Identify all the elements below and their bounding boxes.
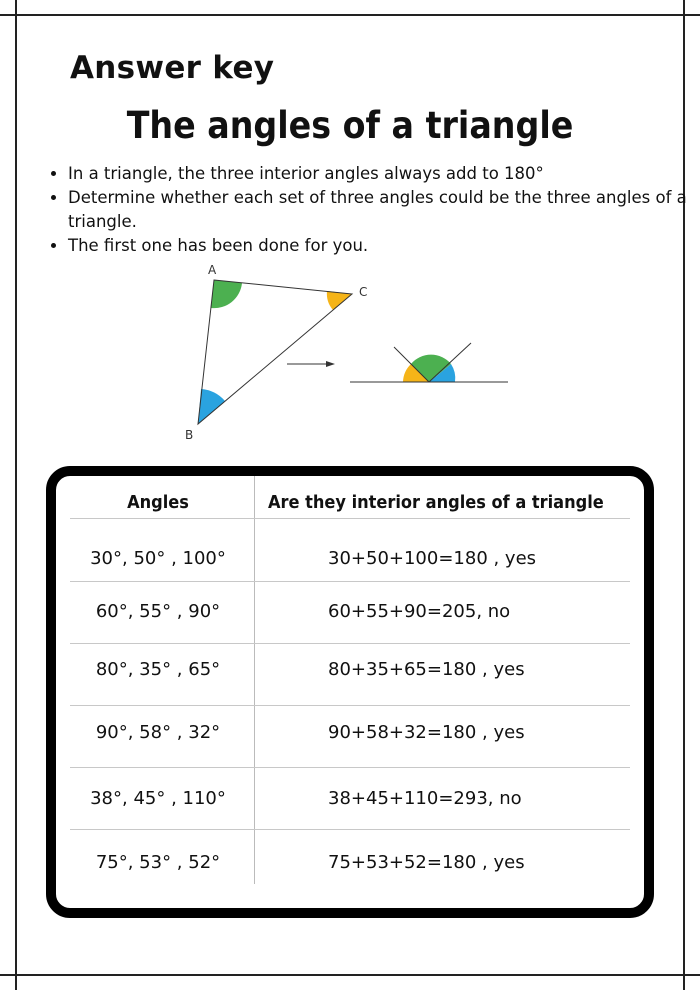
frame-right-line bbox=[683, 0, 685, 990]
row-divider bbox=[70, 767, 630, 768]
row-divider bbox=[70, 829, 630, 830]
answer-table bbox=[46, 466, 654, 918]
instruction-item: • Determine whether each set of three angles could be the three angles of a triangle. bbox=[68, 186, 698, 234]
page-title: The angles of a triangle bbox=[126, 104, 574, 147]
table-cell-answer: 80+35+65=180 , yes bbox=[328, 659, 525, 680]
triangle-diagram bbox=[170, 258, 530, 448]
table-cell-angles: 30°, 50° , 100° bbox=[90, 548, 226, 569]
table-cell-answer: 30+50+100=180 , yes bbox=[328, 548, 537, 569]
table-cell-angles: 75°, 53° , 52° bbox=[95, 852, 221, 873]
table-cell-answer: 60+55+90=205, no bbox=[328, 601, 511, 622]
header-interior: Are they interior angles of a triangle bbox=[268, 492, 604, 513]
instruction-item: • The first one has been done for you. bbox=[68, 234, 698, 258]
header-angles: Angles bbox=[127, 492, 189, 513]
arrow-head-icon bbox=[326, 361, 335, 367]
table-cell-angles: 38°, 45° , 110° bbox=[90, 788, 226, 809]
instruction-list bbox=[48, 162, 698, 258]
table-cell-angles: 80°, 35° , 65° bbox=[95, 659, 221, 680]
column-divider bbox=[254, 476, 255, 884]
table-cell-angles: 90°, 58° , 32° bbox=[95, 722, 221, 743]
row-divider bbox=[70, 705, 630, 706]
table-cell-answer: 75+53+52=180 , yes bbox=[328, 852, 525, 873]
row-divider bbox=[70, 581, 630, 582]
frame-bottom-line bbox=[0, 974, 700, 976]
vertex-label-c: C bbox=[359, 285, 368, 299]
answer-key-heading: Answer key bbox=[70, 50, 275, 86]
row-divider bbox=[70, 518, 630, 519]
vertex-label-a: A bbox=[208, 263, 217, 277]
angle-b-wedge bbox=[198, 389, 225, 424]
angle-a-wedge bbox=[211, 280, 242, 308]
instruction-item: • In a triangle, the three interior angles always add to 180° bbox=[68, 162, 698, 186]
vertex-label-b: B bbox=[185, 428, 194, 442]
table-cell-answer: 38+45+110=293, no bbox=[328, 788, 522, 809]
table-cell-angles: 60°, 55° , 90° bbox=[95, 601, 221, 622]
row-divider bbox=[70, 643, 630, 644]
frame-left-line bbox=[15, 0, 17, 990]
frame-top-line bbox=[0, 14, 700, 16]
table-cell-answer: 90+58+32=180 , yes bbox=[328, 722, 525, 743]
